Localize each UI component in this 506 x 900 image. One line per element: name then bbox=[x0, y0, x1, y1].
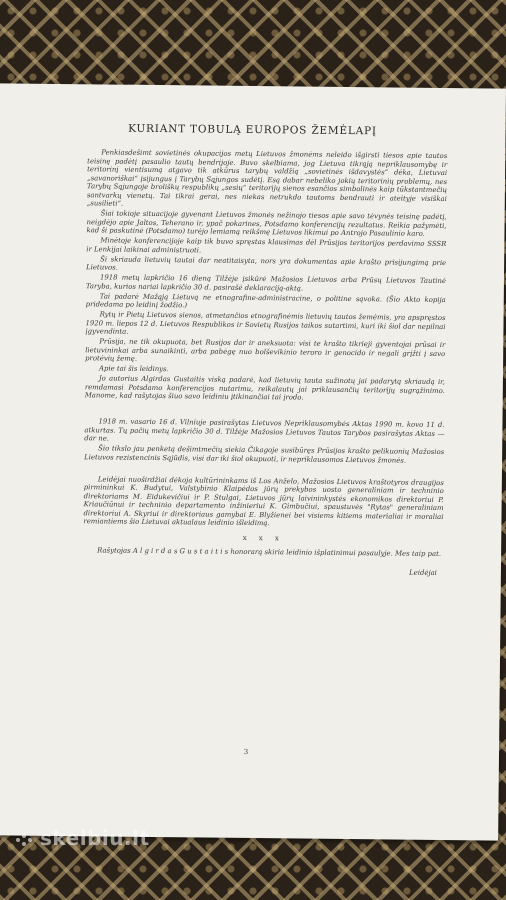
page-number: 3 bbox=[243, 747, 249, 756]
paragraph: Šiai tokioje situacijoje gyvenant Lietuvos žmonės nežinojo tiesos apie savo tėvynės teisinę padėtį, neigdėjo apie Jaltos, Teherano ir, ypač pokarines, Potsdamo konferencijų rezultatus. Reikia pažymėti, kad ši paskutinė (Potsdamo) turėjo lemiamą reikšmę Lietuvos likimui po Antrojo Pasaulinio karo. bbox=[86, 209, 447, 238]
paragraph: 1918 metų lapkričio 16 dieną Tilžėje įsikūrė Mažosios Lietuvos arba Prūsų Lietuvos Tautinė Taryba, kurios nariai lapkričio 30 d. pasirašė deklaraciją-aktą. bbox=[85, 273, 447, 293]
paragraph: Minėtoje konferencijoje kaip tik buvo spręstas klausimas dėl Prūsijos teritorijos perdavimo SSSR ir Lenkijai laikinai administruoti. bbox=[86, 236, 447, 254]
paragraph: Ši skriauda lietuvių tautai dar neatitaisyta, nors yra dokumentas apie krašto prisijungimą prie Lietuvos. bbox=[86, 254, 447, 272]
watermark-text: skelbiu.lt bbox=[40, 826, 150, 850]
paragraph: Leidėjai nuoširdžiai dėkoja kultūrininkams iš Los Anželo, Mažosios Lietuvos kraštotyros draugijos pirmininkui K. Budytui, Valstybinio Klaipėdos jūrų prekybos uosto generaliniam ir techninio direktoriams M. Eidukevičiui ir P. Stulgai, Lietuvos jūrų laivininkystės ekonomikos direktoriui P. Kriaučiūnui ir techninio departamento inžinieriui K. Gimbučiui, spaustuvės "Rytas" generaliniam direktoriui A. Skyriui ir direktoriaus gamybai E. Blyžienei bei visiems kitiems materialiai ir moraliai remiantiems šio Lietuvai aktualaus leidinio išleidimą. bbox=[83, 474, 444, 528]
paragraph: Tai padarė Mažąją Lietuvą ne etnografine-administracine, o politine sąvoka. (Šio Akto kopija pridedama po leidinį žodžio.) bbox=[85, 291, 446, 310]
closing-paragraph: Rašytojas A l g i r d a s G u s t a i t i s honorarą skiria leidinio išplatinimui pasaulyje. Mes taip pat. bbox=[97, 546, 442, 558]
paragraph: 1918 m. vasario 16 d. Vilniuje pasirašytas Lietuvos Nepriklausomybės Aktas 1990 m. kovo 11 d. atkurtas. Tų pačių metų lapkričio 30 d. Tilžėje Mažosios Lietuvos Tautos Tarybos pasirašytas Aktas — dar ne. bbox=[84, 417, 445, 443]
paragraph: Prūsija, ne tik okupuota, bet Rusijos dar ir aneksuota: visi te krašto tikrieji gyventojai prūsai ir lietuvininkai arba sunaikinti, arba pabėgę nuo bolševikinio teroro ir genocido ir negali grįžti į savo protėvių žemę. bbox=[85, 337, 446, 363]
paragraph: Penkiasdešimt sovietinės okupacijos metų Lietuvos žmonėms neleido išgirsti tiesos apie tautos teisinę padėtį pasaulio tautų bendrijoje. Buvo skelbiama, jog Lietuva tikrąją nepriklausomybę ir teritorinį vientisumą atgavo tik atkūrus tarybų valdžią „sovietinės išdavystės“ dėka, Lietuvai „savanoriškai“ įsijungus į Tarybų Sąjungos sudėtį. Esą dabar nebeliko jokių teritorinių problemų, nes Tarybų Sąjungoje broliškų respublikų „sesių“ teritorijų sienos esančios simbolinės kaip tūkstantmečių santvarkų vienetų. Tai tikrai gerai, nes niekas netrukdo tautoms bendrauti ir ateityje visiškai „susilieti“. bbox=[86, 148, 448, 208]
paragraph: Šio tikslo jau penketą dešimtmečių siekia Čikagoje susibūręs Prūsijos krašto pelikuonių Mažosios Lietuvos rezistencinis Sąjūdis, visi dar iki šiol okupuoti, ir nepriklausomos Lietuvos žmonės. bbox=[84, 444, 445, 465]
signature: Leidėjai bbox=[409, 568, 437, 577]
document-body bbox=[83, 148, 447, 577]
document-page bbox=[0, 83, 506, 840]
section-divider: x x x bbox=[242, 533, 284, 542]
paragraph: Apie tai šis leidinys. bbox=[98, 364, 169, 374]
site-watermark bbox=[16, 826, 150, 850]
paragraph: Jo autorius Algirdas Gustaitis viską padarė, kad lietuvių tauta sužinotų jai padarytą skriaudą ir, remdamasi Potsdamo konferencijos nutarimu, reikalautų jai priklausančių teritorijų sugrąžinimo. Manome, kad rašytojas šiuo savo leidiniu įtikinančiai tai įrodo. bbox=[84, 374, 445, 402]
logo-dots-icon bbox=[16, 832, 36, 848]
paragraph: Rytų ir Pietų Lietuvos sienos, atmetančios etnografinėmis lietuvių tautos žemėmis, yra apspręstos 1920 m. liepos 12 d. Lietuvos Respublikos ir Sovietų Rusijos taikos sutartimi, kuri iki šiol dar nepilnai įgyvendinta. bbox=[85, 310, 446, 336]
page-title: KURIANT TOBULĄ EUROPOS ŽEMĖLAPĮ bbox=[128, 122, 377, 138]
